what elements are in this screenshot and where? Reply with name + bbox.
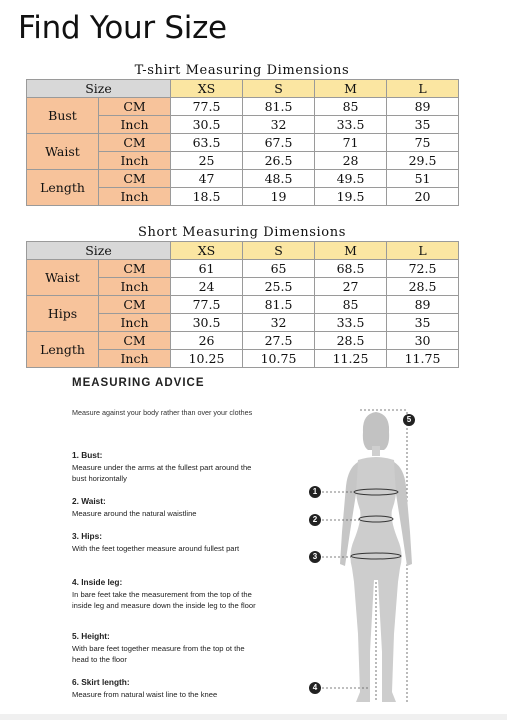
table-cell: 28.5	[387, 278, 459, 296]
table-cell: 10.25	[171, 350, 243, 368]
table-row	[27, 98, 459, 116]
size-col-l: L	[387, 80, 459, 98]
step-text: Measure around the natural waistline	[72, 509, 197, 518]
table-cell: 30.5	[171, 116, 243, 134]
size-col-xs: XS	[171, 242, 243, 260]
table-cell: 51	[387, 170, 459, 188]
marker-1-badge: 1	[309, 486, 321, 498]
step-text: With bare feet together measure from the top ot the head to the floor	[72, 644, 245, 664]
unit-label: CM	[99, 170, 171, 188]
table-cell: 29.5	[387, 152, 459, 170]
table-cell: 27	[315, 278, 387, 296]
marker-4-badge: 4	[309, 682, 321, 694]
table-cell: 81.5	[243, 296, 315, 314]
table-cell: 10.75	[243, 350, 315, 368]
table-row	[27, 260, 459, 278]
step-heading: 1. Bust:	[72, 450, 103, 460]
marker-3-badge: 3	[309, 551, 321, 563]
unit-label: Inch	[99, 152, 171, 170]
table-cell: 71	[315, 134, 387, 152]
table-header-row	[27, 80, 459, 98]
table-cell: 11.25	[315, 350, 387, 368]
table-cell: 77.5	[171, 98, 243, 116]
tshirt-size-chart	[26, 63, 458, 206]
unit-label: CM	[99, 296, 171, 314]
size-col-s: S	[243, 242, 315, 260]
bottom-divider	[0, 714, 507, 720]
table-cell: 27.5	[243, 332, 315, 350]
measure-label: Waist	[27, 134, 99, 170]
step-bust	[72, 450, 262, 484]
size-col-m: M	[315, 80, 387, 98]
size-col-s: S	[243, 80, 315, 98]
step-text: In bare feet take the measurement from the top of the inside leg and measure down the inside leg to the floor	[72, 590, 256, 610]
step-text: Measure from natural waist line to the knee	[72, 690, 218, 699]
step-heading: 2. Waist:	[72, 496, 106, 506]
table-cell: 30	[387, 332, 459, 350]
table-cell: 85	[315, 296, 387, 314]
table-cell: 49.5	[315, 170, 387, 188]
table-cell: 48.5	[243, 170, 315, 188]
short-table-title: Short Measuring Dimensions	[138, 225, 346, 240]
unit-label: CM	[99, 134, 171, 152]
step-heading: 5. Height:	[72, 631, 110, 641]
short-size-chart	[26, 225, 458, 368]
table-cell: 81.5	[243, 98, 315, 116]
table-cell: 20	[387, 188, 459, 206]
table-cell: 65	[243, 260, 315, 278]
table-cell: 26.5	[243, 152, 315, 170]
body-measurement-figure	[300, 402, 425, 714]
table-cell: 89	[387, 296, 459, 314]
table-cell: 30.5	[171, 314, 243, 332]
marker-2-badge: 2	[309, 514, 321, 526]
table-cell: 85	[315, 98, 387, 116]
table-cell: 26	[171, 332, 243, 350]
measure-label: Length	[27, 332, 99, 368]
short-table	[26, 241, 459, 368]
table-row	[27, 296, 459, 314]
measure-label: Bust	[27, 98, 99, 134]
step-height	[72, 631, 262, 665]
step-text: Measure under the arms at the fullest part around the bust horizontally	[72, 463, 252, 483]
table-cell: 33.5	[315, 314, 387, 332]
size-header: Size	[27, 80, 171, 98]
table-cell: 24	[171, 278, 243, 296]
table-cell: 47	[171, 170, 243, 188]
measure-label: Length	[27, 170, 99, 206]
tshirt-table	[26, 79, 459, 206]
table-row	[27, 134, 459, 152]
measure-label: Waist	[27, 260, 99, 296]
marker-5-badge: 5	[403, 414, 415, 426]
table-cell: 19.5	[315, 188, 387, 206]
table-cell: 28.5	[315, 332, 387, 350]
unit-label: CM	[99, 98, 171, 116]
size-col-m: M	[315, 242, 387, 260]
step-heading: 4. Inside leg:	[72, 577, 123, 587]
table-cell: 33.5	[315, 116, 387, 134]
table-cell: 25.5	[243, 278, 315, 296]
table-cell: 67.5	[243, 134, 315, 152]
table-cell: 35	[387, 116, 459, 134]
table-cell: 32	[243, 314, 315, 332]
step-inside-leg	[72, 577, 262, 611]
unit-label: Inch	[99, 278, 171, 296]
unit-label: Inch	[99, 116, 171, 134]
unit-label: Inch	[99, 314, 171, 332]
table-cell: 77.5	[171, 296, 243, 314]
table-cell: 28	[315, 152, 387, 170]
table-cell: 75	[387, 134, 459, 152]
step-heading: 3. Hips:	[72, 531, 102, 541]
advice-intro: Measure against your body rather than over your clothes	[72, 408, 253, 417]
step-text: With the feet together measure around fullest part	[72, 544, 240, 553]
step-heading: 6. Skirt length:	[72, 677, 130, 687]
unit-label: Inch	[99, 188, 171, 206]
table-cell: 11.75	[387, 350, 459, 368]
table-cell: 35	[387, 314, 459, 332]
measure-label: Hips	[27, 296, 99, 332]
table-cell: 61	[171, 260, 243, 278]
unit-label: Inch	[99, 350, 171, 368]
table-row	[27, 332, 459, 350]
table-header-row	[27, 242, 459, 260]
step-skirt-length	[72, 677, 262, 700]
advice-title: MEASURING ADVICE	[72, 377, 205, 389]
table-cell: 32	[243, 116, 315, 134]
step-waist	[72, 496, 262, 519]
step-hips	[72, 531, 262, 554]
table-row	[27, 170, 459, 188]
table-cell: 72.5	[387, 260, 459, 278]
size-header: Size	[27, 242, 171, 260]
unit-label: CM	[99, 260, 171, 278]
unit-label: CM	[99, 332, 171, 350]
table-cell: 25	[171, 152, 243, 170]
table-cell: 89	[387, 98, 459, 116]
table-cell: 19	[243, 188, 315, 206]
size-col-xs: XS	[171, 80, 243, 98]
page-title: Find Your Size	[18, 10, 227, 46]
table-cell: 68.5	[315, 260, 387, 278]
size-col-l: L	[387, 242, 459, 260]
table-cell: 63.5	[171, 134, 243, 152]
table-cell: 18.5	[171, 188, 243, 206]
tshirt-table-title: T-shirt Measuring Dimensions	[134, 63, 350, 78]
